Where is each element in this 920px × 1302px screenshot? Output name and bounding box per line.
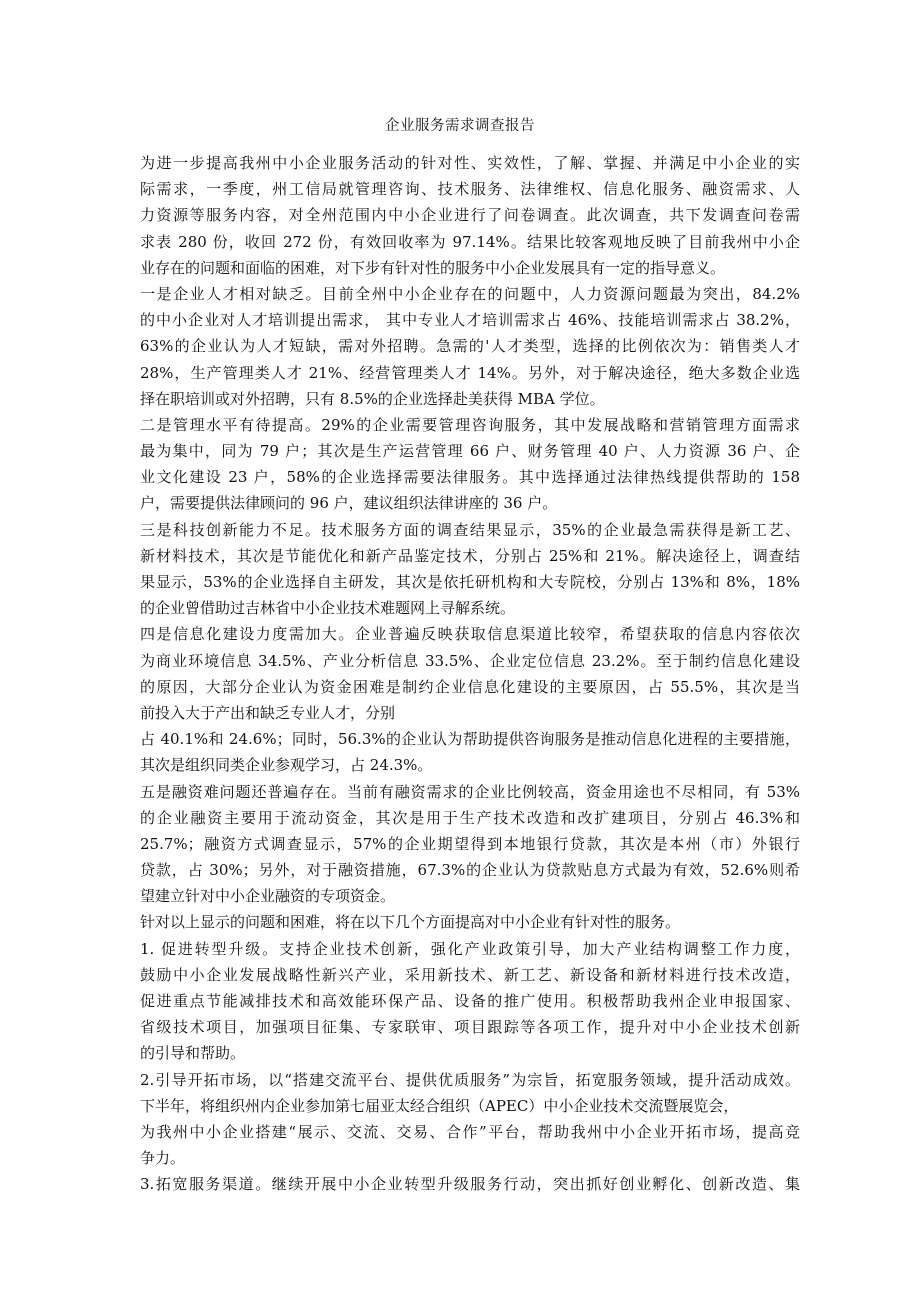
body-line: 求表 280 份，收回 272 份，有效回收率为 97.14%。结果比较客观地反映了目前我州中小企 (140, 232, 800, 251)
body-line: 鼓励中小企业发展战略性新兴产业，采用新技术、新工艺、新设备和新材料进行技术改造， (140, 965, 800, 984)
body-line: 户，需要提供法律顾问的 96 户，建议组织法律讲座的 36 户。 (140, 494, 558, 513)
body-line: 二是管理水平有待提高。29%的企业需要管理咨询服务，其中发展战略和营销管理方面需求 (140, 415, 800, 434)
body-line: 的引导和帮助。 (140, 1044, 246, 1063)
body-line: 25.7%；融资方式调查显示，57%的企业期望得到本地银行贷款，其次是本州（市）外银行 (140, 834, 800, 853)
document-body (140, 150, 800, 1198)
body-line: 果显示，53%的企业选择自主研发，其次是依托研机构和大专院校，分别占 13%和 8%，18% (140, 573, 800, 591)
body-line: 63%的企业认为人才短缺，需对外招聘。急需的'人才类型，选择的比例依次为：销售类人才 (140, 337, 800, 356)
body-line: 的企业曾借助过吉林省中小企业技术难题网上寻解系统。 (140, 599, 516, 618)
body-line: 业存在的问题和面临的困难，对下步有针对性的服务中小企业发展具有一定的指导意义。 (140, 258, 726, 277)
body-line: 1. 促进转型升级。支持企业技术创新，强化产业政策引导，加大产业结构调整工作力度， (140, 939, 800, 958)
body-line: 占 40.1%和 24.6%；同时，56.3%的企业认为帮助提供咨询服务是推动信息化进程的主要措施， (140, 730, 800, 749)
body-line: 为我州中小企业搭建“展示、交流、交易、合作”平台，帮助我州中小企业开拓市场，提高竞 (140, 1122, 800, 1141)
document-title: 企业服务需求调查报告 (385, 118, 535, 134)
body-line: 前投入大于产出和缺乏专业人才，分别 (140, 703, 396, 722)
body-line: 四是信息化建设力度需加大。企业普遍反映获取信息渠道比较窄，希望获取的信息内容依次 (140, 625, 800, 644)
body-line: 的原因，大部分企业认为资金困难是制约企业信息化建设的主要原因，占 55.5%，其次是当 (140, 677, 800, 696)
body-line: 望建立针对中小企业融资的专项资金。 (140, 887, 396, 906)
body-line: 择在职培训或对外招聘，只有 8.5%的企业选择赴美获得 MBA 学位。 (140, 389, 605, 408)
body-line: 的中小企业对人才培训提出需求， 其中专业人才培训需求占 46%、技能培训需求占 38.2%， (140, 311, 800, 330)
body-line: 力资源等服务内容，对全州范围内中小企业进行了问卷调查。此次调查，共下发调查问卷需 (140, 206, 800, 225)
body-line: 其次是组织同类企业参观学习，占 24.3%。 (140, 756, 433, 775)
body-line: 28%，生产管理类人才 21%、经营管理类人才 14%。另外，对于解决途径，绝大多数企业选 (140, 363, 800, 382)
body-line: 的企业融资主要用于流动资金，其次是用于生产技术改造和改扩建项目，分别占 46.3%和 (140, 808, 800, 827)
body-line: 贷款，占 30%；另外，对于融资措施，67.3%的企业认为贷款贴息方式最为有效，52.6%则希 (140, 861, 800, 880)
body-line: 为进一步提高我州中小企业服务活动的针对性、实效性，了解、掌握、并满足中小企业的实 (140, 154, 800, 172)
body-line: 省级技术项目，加强项目征集、专家联审、项目跟踪等各项工作，提升对中小企业技术创新 (140, 1018, 800, 1037)
body-line: 五是融资难问题还普遍存在。当前有融资需求的企业比例较高，资金用途也不尽相同，有 53% (140, 782, 800, 801)
body-line: 3.拓宽服务渠道。继续开展中小企业转型升级服务行动，突出抓好创业孵化、创新改造、集 (140, 1175, 800, 1194)
body-line: 一是企业人才相对缺乏。目前全州中小企业存在的问题中，人力资源问题最为突出，84.2% (140, 284, 800, 303)
body-line: 新材料技术，其次是节能优化和新产品鉴定技术，分别占 25%和 21%。解决途径上，调查结 (140, 546, 800, 565)
body-line: 促进重点节能减排技术和高效能环保产品、设备的推广使用。积极帮助我州企业申报国家、 (140, 992, 800, 1010)
body-line: 下半年，将组织州内企业参加第七届亚太经合组织（APEC）中小企业技术交流暨展览会， (140, 1096, 739, 1115)
body-line: 2.引导开拓市场，以“搭建交流平台、提供优质服务”为宗旨，拓宽服务领域，提升活动成效。 (140, 1070, 800, 1089)
body-line: 业文化建设 23 户，58%的企业选择需要法律服务。其中选择通过法律热线提供帮助的 158 (140, 468, 800, 487)
body-line: 三是科技创新能力不足。技术服务方面的调查结果显示，35%的企业最急需获得是新工艺、 (140, 520, 800, 539)
body-line: 争力。 (140, 1149, 186, 1168)
body-line: 际需求，一季度，州工信局就管理咨询、技术服务、法律维权、信息化服务、融资需求、人 (140, 180, 800, 199)
body-line: 针对以上显示的问题和困难，将在以下几个方面提高对中小企业有针对性的服务。 (140, 913, 681, 932)
body-line: 为商业环境信息 34.5%、产业分析信息 33.5%、企业定位信息 23.2%。至于制约信息化建设 (140, 651, 800, 670)
body-line: 最为集中，同为 79 户；其次是生产运营管理 66 户、财务管理 40 户、人力资源 36 户、企 (140, 442, 800, 461)
